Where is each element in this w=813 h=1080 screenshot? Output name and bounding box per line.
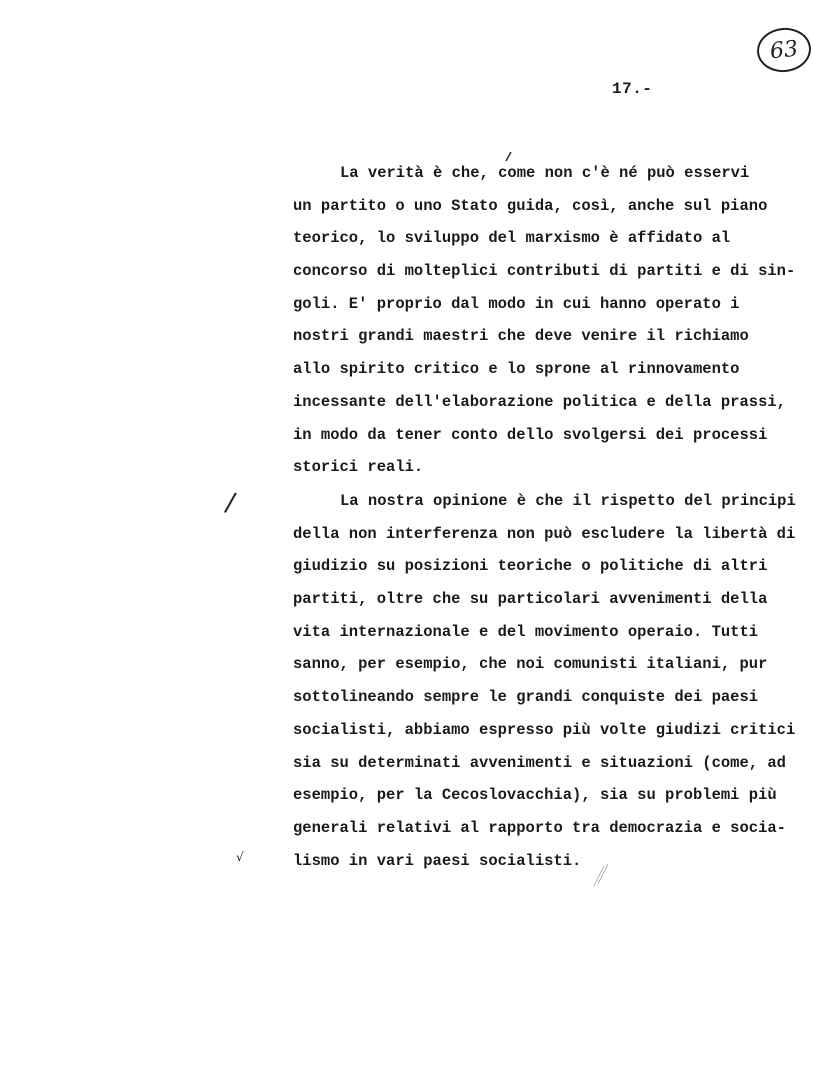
text-line: La nostra opinione è che il rispetto del principi [340,492,796,510]
text-line: allo spirito critico e lo sprone al rinnovamento [293,360,740,379]
text-line: nostri grandi maestri che deve venire il richiamo [293,327,749,346]
stray-pencil-mark [590,860,612,888]
text-line: giudizio su posizioni teoriche o politiche di altri [293,557,768,576]
text-line: della non interferenza non può escludere la libertà di [293,524,796,543]
text-line: goli. E' proprio dal modo in cui hanno operato i [293,294,740,313]
archive-number: 63 [768,36,800,64]
text-line: teorico, lo sviluppo del marxismo è affidato al [293,229,731,248]
text-line: un partito o uno Stato guida, così, anche sul piano [293,196,768,215]
handwritten-margin-slash: / [222,487,238,519]
page-number: 17.- [612,80,653,98]
text-line: esempio, per la Cecoslovacchia), sia su problemi più [293,786,777,805]
text-line: La verità è che, come non c'è né può esservi [340,164,750,182]
text-line: sanno, per esempio, che noi comunisti italiani, pur [293,655,768,674]
text-line: partiti, oltre che su particolari avvenimenti della [293,590,768,609]
paragraph-1 [293,157,813,484]
archive-number-stamp [755,25,813,74]
text-line: sottolineando sempre le grandi conquiste dei paesi [293,688,759,707]
text-line: vita internazionale e del movimento operaio. Tutti [293,622,759,641]
handwritten-margin-tick: √ [236,850,244,864]
text-line: generali relativi al rapporto tra democrazia e socia- [293,818,786,837]
text-line: storici reali. [293,458,424,477]
paragraph-2 [293,485,813,877]
text-line: in modo da tener conto dello svolgersi dei processi [293,425,768,444]
text-line: incessante dell'elaborazione politica e della prassi, [293,392,786,411]
text-line: concorso di molteplici contributi di partiti e di sin- [293,262,796,281]
text-line: sia su determinati avvenimenti e situazioni (come, ad [293,753,786,772]
text-line: socialisti, abbiamo espresso più volte giudizi critici [293,720,796,739]
text-line: lismo in vari paesi socialisti. [293,851,582,870]
